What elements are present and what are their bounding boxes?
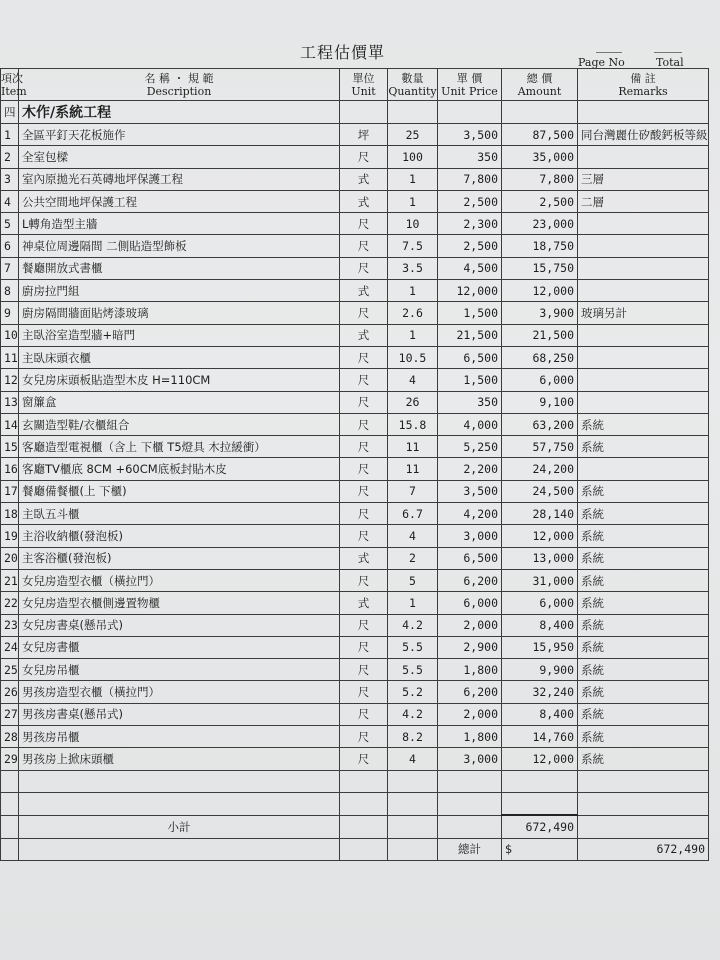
grand-total-value: 672,490 (578, 838, 709, 860)
item-unit-price: 2,300 (438, 213, 502, 235)
item-unit-price: 350 (438, 146, 502, 168)
item-quantity: 5 (388, 569, 438, 591)
item-remark: 系統 (578, 547, 709, 569)
item-quantity: 5.2 (388, 681, 438, 703)
item-unit-price: 1,800 (438, 659, 502, 681)
item-number: 28 (1, 726, 19, 748)
table-row (1, 614, 709, 636)
table-row (1, 124, 709, 146)
item-unit: 尺 (340, 726, 388, 748)
item-amount: 7,800 (502, 168, 578, 190)
item-number: 21 (1, 569, 19, 591)
item-description: L轉角造型主牆 (19, 213, 340, 235)
item-remark: 同台灣麗仕矽酸鈣板等級 (578, 124, 709, 146)
table-row (1, 547, 709, 569)
item-remark: 系統 (578, 480, 709, 502)
item-remark (578, 235, 709, 257)
item-quantity: 1 (388, 190, 438, 212)
item-remark: 二層 (578, 190, 709, 212)
section-title: 木作/系統工程 (19, 101, 340, 124)
item-description: 女兒房書櫃 (19, 636, 340, 658)
item-remark: 玻璃另計 (578, 302, 709, 324)
table-row (1, 280, 709, 302)
item-unit-price: 5,250 (438, 436, 502, 458)
item-unit-price: 2,000 (438, 703, 502, 725)
item-unit-price: 2,500 (438, 235, 502, 257)
blank-cell (388, 770, 438, 792)
blank-cell (388, 815, 438, 838)
item-quantity: 4 (388, 748, 438, 770)
item-remark (578, 146, 709, 168)
item-unit-price: 1,500 (438, 369, 502, 391)
item-unit: 尺 (340, 458, 388, 480)
item-unit: 尺 (340, 413, 388, 435)
item-remark: 三層 (578, 168, 709, 190)
item-amount: 24,200 (502, 458, 578, 480)
item-unit-price: 4,000 (438, 413, 502, 435)
item-quantity: 7.5 (388, 235, 438, 257)
item-amount: 57,750 (502, 436, 578, 458)
item-quantity: 10 (388, 213, 438, 235)
item-number: 16 (1, 458, 19, 480)
item-description: 男孩房書桌(懸吊式) (19, 703, 340, 725)
item-number: 22 (1, 592, 19, 614)
item-unit: 尺 (340, 480, 388, 502)
table-row (1, 480, 709, 502)
item-unit-price: 1,500 (438, 302, 502, 324)
item-number: 13 (1, 391, 19, 413)
item-remark: 系統 (578, 636, 709, 658)
item-amount: 87,500 (502, 124, 578, 146)
item-description: 主臥浴室造型牆+暗門 (19, 324, 340, 346)
item-unit-price: 12,000 (438, 280, 502, 302)
item-description: 廚房拉門組 (19, 280, 340, 302)
item-number: 20 (1, 547, 19, 569)
item-quantity: 10.5 (388, 346, 438, 368)
table-row (1, 636, 709, 658)
subtotal-row (1, 815, 709, 838)
table-row (1, 235, 709, 257)
item-description: 公共空間地坪保護工程 (19, 190, 340, 212)
table-row (1, 503, 709, 525)
item-number: 7 (1, 257, 19, 279)
item-quantity: 11 (388, 436, 438, 458)
item-unit: 尺 (340, 213, 388, 235)
item-number: 10 (1, 324, 19, 346)
section-number: 四 (1, 101, 19, 124)
item-number: 3 (1, 168, 19, 190)
blank-cell (19, 792, 340, 815)
item-description: 餐廳備餐櫃(上 下櫃) (19, 480, 340, 502)
blank-cell (578, 770, 709, 792)
item-amount: 32,240 (502, 681, 578, 703)
item-unit-price: 7,800 (438, 168, 502, 190)
item-quantity: 25 (388, 124, 438, 146)
item-amount: 9,900 (502, 659, 578, 681)
item-quantity: 15.8 (388, 413, 438, 435)
item-description: 玄關造型鞋/衣櫃組合 (19, 413, 340, 435)
item-unit-price: 21,500 (438, 324, 502, 346)
item-unit: 尺 (340, 681, 388, 703)
item-amount: 31,000 (502, 569, 578, 591)
item-number: 29 (1, 748, 19, 770)
item-description: 客廳TV櫃底 8CM +60CM底板封貼木皮 (19, 458, 340, 480)
item-number: 27 (1, 703, 19, 725)
item-number: 24 (1, 636, 19, 658)
item-amount: 63,200 (502, 413, 578, 435)
item-unit-price: 3,000 (438, 748, 502, 770)
item-unit-price: 6,200 (438, 569, 502, 591)
item-remark (578, 369, 709, 391)
item-remark (578, 213, 709, 235)
item-description: 女兒房吊櫃 (19, 659, 340, 681)
table-row (1, 436, 709, 458)
item-unit: 式 (340, 547, 388, 569)
item-quantity: 1 (388, 324, 438, 346)
item-unit-price: 4,500 (438, 257, 502, 279)
page-title: 工程估價單 (300, 43, 386, 62)
estimate-table (0, 68, 709, 861)
item-description: 全區平釘天花板施作 (19, 124, 340, 146)
item-description: 主浴收納櫃(發泡板) (19, 525, 340, 547)
item-amount: 12,000 (502, 748, 578, 770)
item-description: 室內原拋光石英磚地坪保護工程 (19, 168, 340, 190)
item-amount: 35,000 (502, 146, 578, 168)
item-unit: 尺 (340, 636, 388, 658)
item-quantity: 2 (388, 547, 438, 569)
blank-cell (1, 838, 19, 860)
item-unit: 尺 (340, 748, 388, 770)
item-number: 15 (1, 436, 19, 458)
table-row (1, 213, 709, 235)
item-quantity: 1 (388, 280, 438, 302)
item-number: 8 (1, 280, 19, 302)
item-amount: 14,760 (502, 726, 578, 748)
item-amount: 9,100 (502, 391, 578, 413)
item-unit: 尺 (340, 146, 388, 168)
header-quantity: 數量 Quantity (388, 69, 438, 101)
table-row (1, 391, 709, 413)
item-unit-price: 3,000 (438, 525, 502, 547)
item-amount: 12,000 (502, 280, 578, 302)
item-description: 女兒房書桌(懸吊式) (19, 614, 340, 636)
item-unit: 式 (340, 280, 388, 302)
blank-cell (438, 792, 502, 815)
item-amount: 3,900 (502, 302, 578, 324)
item-description: 全室包樑 (19, 146, 340, 168)
item-number: 5 (1, 213, 19, 235)
table-row (1, 703, 709, 725)
header-remarks: 備 註 Remarks (578, 69, 709, 101)
item-remark: 系統 (578, 681, 709, 703)
item-unit-price: 4,200 (438, 503, 502, 525)
item-remark: 系統 (578, 748, 709, 770)
blank-row (1, 770, 709, 792)
item-quantity: 26 (388, 391, 438, 413)
item-description: 男孩房造型衣櫃（橫拉門） (19, 681, 340, 703)
item-unit-price: 2,000 (438, 614, 502, 636)
item-unit-price: 2,500 (438, 190, 502, 212)
item-remark (578, 391, 709, 413)
item-remark (578, 280, 709, 302)
item-remark: 系統 (578, 413, 709, 435)
item-unit: 尺 (340, 257, 388, 279)
grand-total-row (1, 838, 709, 860)
item-number: 17 (1, 480, 19, 502)
item-description: 主臥床頭衣櫃 (19, 346, 340, 368)
item-description: 男孩房吊櫃 (19, 726, 340, 748)
grand-total-label: 總計 (438, 838, 502, 860)
item-number: 19 (1, 525, 19, 547)
table-row (1, 659, 709, 681)
item-unit: 式 (340, 592, 388, 614)
item-unit: 尺 (340, 525, 388, 547)
item-quantity: 4.2 (388, 614, 438, 636)
item-unit-price: 3,500 (438, 480, 502, 502)
item-quantity: 7 (388, 480, 438, 502)
blank-cell (578, 815, 709, 838)
item-remark: 系統 (578, 525, 709, 547)
item-unit: 式 (340, 324, 388, 346)
blank-cell (1, 792, 19, 815)
item-unit: 式 (340, 168, 388, 190)
header-item: 項次 Item (1, 69, 19, 101)
subtotal-label: 小計 (19, 815, 340, 838)
item-unit-price: 1,800 (438, 726, 502, 748)
item-description: 主客浴櫃(發泡板) (19, 547, 340, 569)
item-remark (578, 346, 709, 368)
item-description: 廚房隔間牆面貼烤漆玻璃 (19, 302, 340, 324)
item-unit: 坪 (340, 124, 388, 146)
item-remark: 系統 (578, 592, 709, 614)
item-amount: 8,400 (502, 703, 578, 725)
item-unit: 尺 (340, 346, 388, 368)
item-unit: 尺 (340, 614, 388, 636)
table-row (1, 458, 709, 480)
blank-cell (502, 770, 578, 792)
table-row (1, 324, 709, 346)
item-number: 14 (1, 413, 19, 435)
table-row (1, 413, 709, 435)
blank-cell (388, 792, 438, 815)
item-amount: 12,000 (502, 525, 578, 547)
item-unit: 式 (340, 190, 388, 212)
item-unit-price: 6,000 (438, 592, 502, 614)
subtotal-value: 672,490 (502, 815, 578, 838)
item-number: 25 (1, 659, 19, 681)
item-number: 4 (1, 190, 19, 212)
grand-total-currency: $ (502, 838, 578, 860)
blank-cell (438, 770, 502, 792)
item-number: 6 (1, 235, 19, 257)
blank-row (1, 792, 709, 815)
table-row (1, 592, 709, 614)
item-description: 餐廳開放式書櫃 (19, 257, 340, 279)
table-row (1, 302, 709, 324)
item-unit-price: 350 (438, 391, 502, 413)
item-remark: 系統 (578, 503, 709, 525)
item-number: 2 (1, 146, 19, 168)
item-unit: 尺 (340, 369, 388, 391)
item-unit-price: 6,500 (438, 346, 502, 368)
section-row (1, 101, 709, 124)
item-description: 主臥五斗櫃 (19, 503, 340, 525)
item-amount: 68,250 (502, 346, 578, 368)
item-unit-price: 6,500 (438, 547, 502, 569)
item-remark (578, 257, 709, 279)
table-row (1, 257, 709, 279)
item-quantity: 1 (388, 168, 438, 190)
item-remark (578, 324, 709, 346)
blank-cell (340, 815, 388, 838)
header-amount: 總 價 Amount (502, 69, 578, 101)
item-number: 23 (1, 614, 19, 636)
item-unit: 尺 (340, 436, 388, 458)
blank-cell (340, 838, 388, 860)
item-remark: 系統 (578, 436, 709, 458)
item-unit: 尺 (340, 659, 388, 681)
item-quantity: 4 (388, 369, 438, 391)
item-description: 女兒房造型衣櫃側邊置物櫃 (19, 592, 340, 614)
item-amount: 23,000 (502, 213, 578, 235)
page-no-underline (596, 52, 622, 53)
header-unit: 單位 Unit (340, 69, 388, 101)
item-description: 女兒房造型衣櫃（橫拉門） (19, 569, 340, 591)
item-unit: 尺 (340, 302, 388, 324)
table-row (1, 346, 709, 368)
item-description: 客廳造型電視櫃（含上 下櫃 T5燈具 木拉緩衝） (19, 436, 340, 458)
blank-cell (502, 792, 578, 815)
item-description: 神桌位周邊隔間 二側貼造型飾板 (19, 235, 340, 257)
item-remark: 系統 (578, 569, 709, 591)
item-unit-price: 2,200 (438, 458, 502, 480)
item-quantity: 2.6 (388, 302, 438, 324)
item-quantity: 4 (388, 525, 438, 547)
item-remark: 系統 (578, 703, 709, 725)
blank-cell (578, 792, 709, 815)
item-unit: 尺 (340, 503, 388, 525)
item-number: 1 (1, 124, 19, 146)
item-number: 18 (1, 503, 19, 525)
item-quantity: 11 (388, 458, 438, 480)
table-row (1, 569, 709, 591)
item-quantity: 8.2 (388, 726, 438, 748)
item-unit-price: 2,900 (438, 636, 502, 658)
item-amount: 2,500 (502, 190, 578, 212)
item-quantity: 4.2 (388, 703, 438, 725)
item-description: 男孩房上掀床頭櫃 (19, 748, 340, 770)
blank-cell (340, 770, 388, 792)
blank-cell (388, 838, 438, 860)
blank-cell (19, 838, 340, 860)
table-row (1, 168, 709, 190)
table-row (1, 726, 709, 748)
item-quantity: 100 (388, 146, 438, 168)
item-amount: 28,140 (502, 503, 578, 525)
item-remark: 系統 (578, 614, 709, 636)
item-number: 9 (1, 302, 19, 324)
item-amount: 21,500 (502, 324, 578, 346)
table-row (1, 748, 709, 770)
item-amount: 15,950 (502, 636, 578, 658)
item-unit: 尺 (340, 703, 388, 725)
item-amount: 18,750 (502, 235, 578, 257)
item-description: 女兒房床頭板貼造型木皮 H=110CM (19, 369, 340, 391)
item-unit-price: 6,200 (438, 681, 502, 703)
item-unit: 尺 (340, 569, 388, 591)
item-remark (578, 458, 709, 480)
item-remark: 系統 (578, 659, 709, 681)
blank-cell (1, 770, 19, 792)
item-quantity: 5.5 (388, 636, 438, 658)
total-pages-label: Total (656, 56, 684, 69)
blank-cell (19, 770, 340, 792)
item-amount: 13,000 (502, 547, 578, 569)
item-amount: 6,000 (502, 592, 578, 614)
total-underline (654, 52, 682, 53)
table-header-row (1, 69, 709, 101)
blank-cell (438, 815, 502, 838)
page-no-label: Page No (578, 56, 625, 69)
table-row (1, 525, 709, 547)
item-unit: 尺 (340, 235, 388, 257)
item-amount: 24,500 (502, 480, 578, 502)
item-number: 12 (1, 369, 19, 391)
header-description: 名 稱 ・ 規 範 Description (19, 69, 340, 101)
blank-cell (1, 815, 19, 838)
item-description: 窗簾盒 (19, 391, 340, 413)
item-quantity: 6.7 (388, 503, 438, 525)
item-quantity: 1 (388, 592, 438, 614)
table-row (1, 369, 709, 391)
table-row (1, 190, 709, 212)
item-amount: 15,750 (502, 257, 578, 279)
blank-cell (340, 792, 388, 815)
item-amount: 8,400 (502, 614, 578, 636)
item-quantity: 5.5 (388, 659, 438, 681)
item-amount: 6,000 (502, 369, 578, 391)
item-quantity: 3.5 (388, 257, 438, 279)
table-row (1, 146, 709, 168)
item-unit-price: 3,500 (438, 124, 502, 146)
table-row (1, 681, 709, 703)
item-number: 26 (1, 681, 19, 703)
item-remark: 系統 (578, 726, 709, 748)
item-unit: 尺 (340, 391, 388, 413)
header-unit-price: 單 價 Unit Price (438, 69, 502, 101)
item-number: 11 (1, 346, 19, 368)
